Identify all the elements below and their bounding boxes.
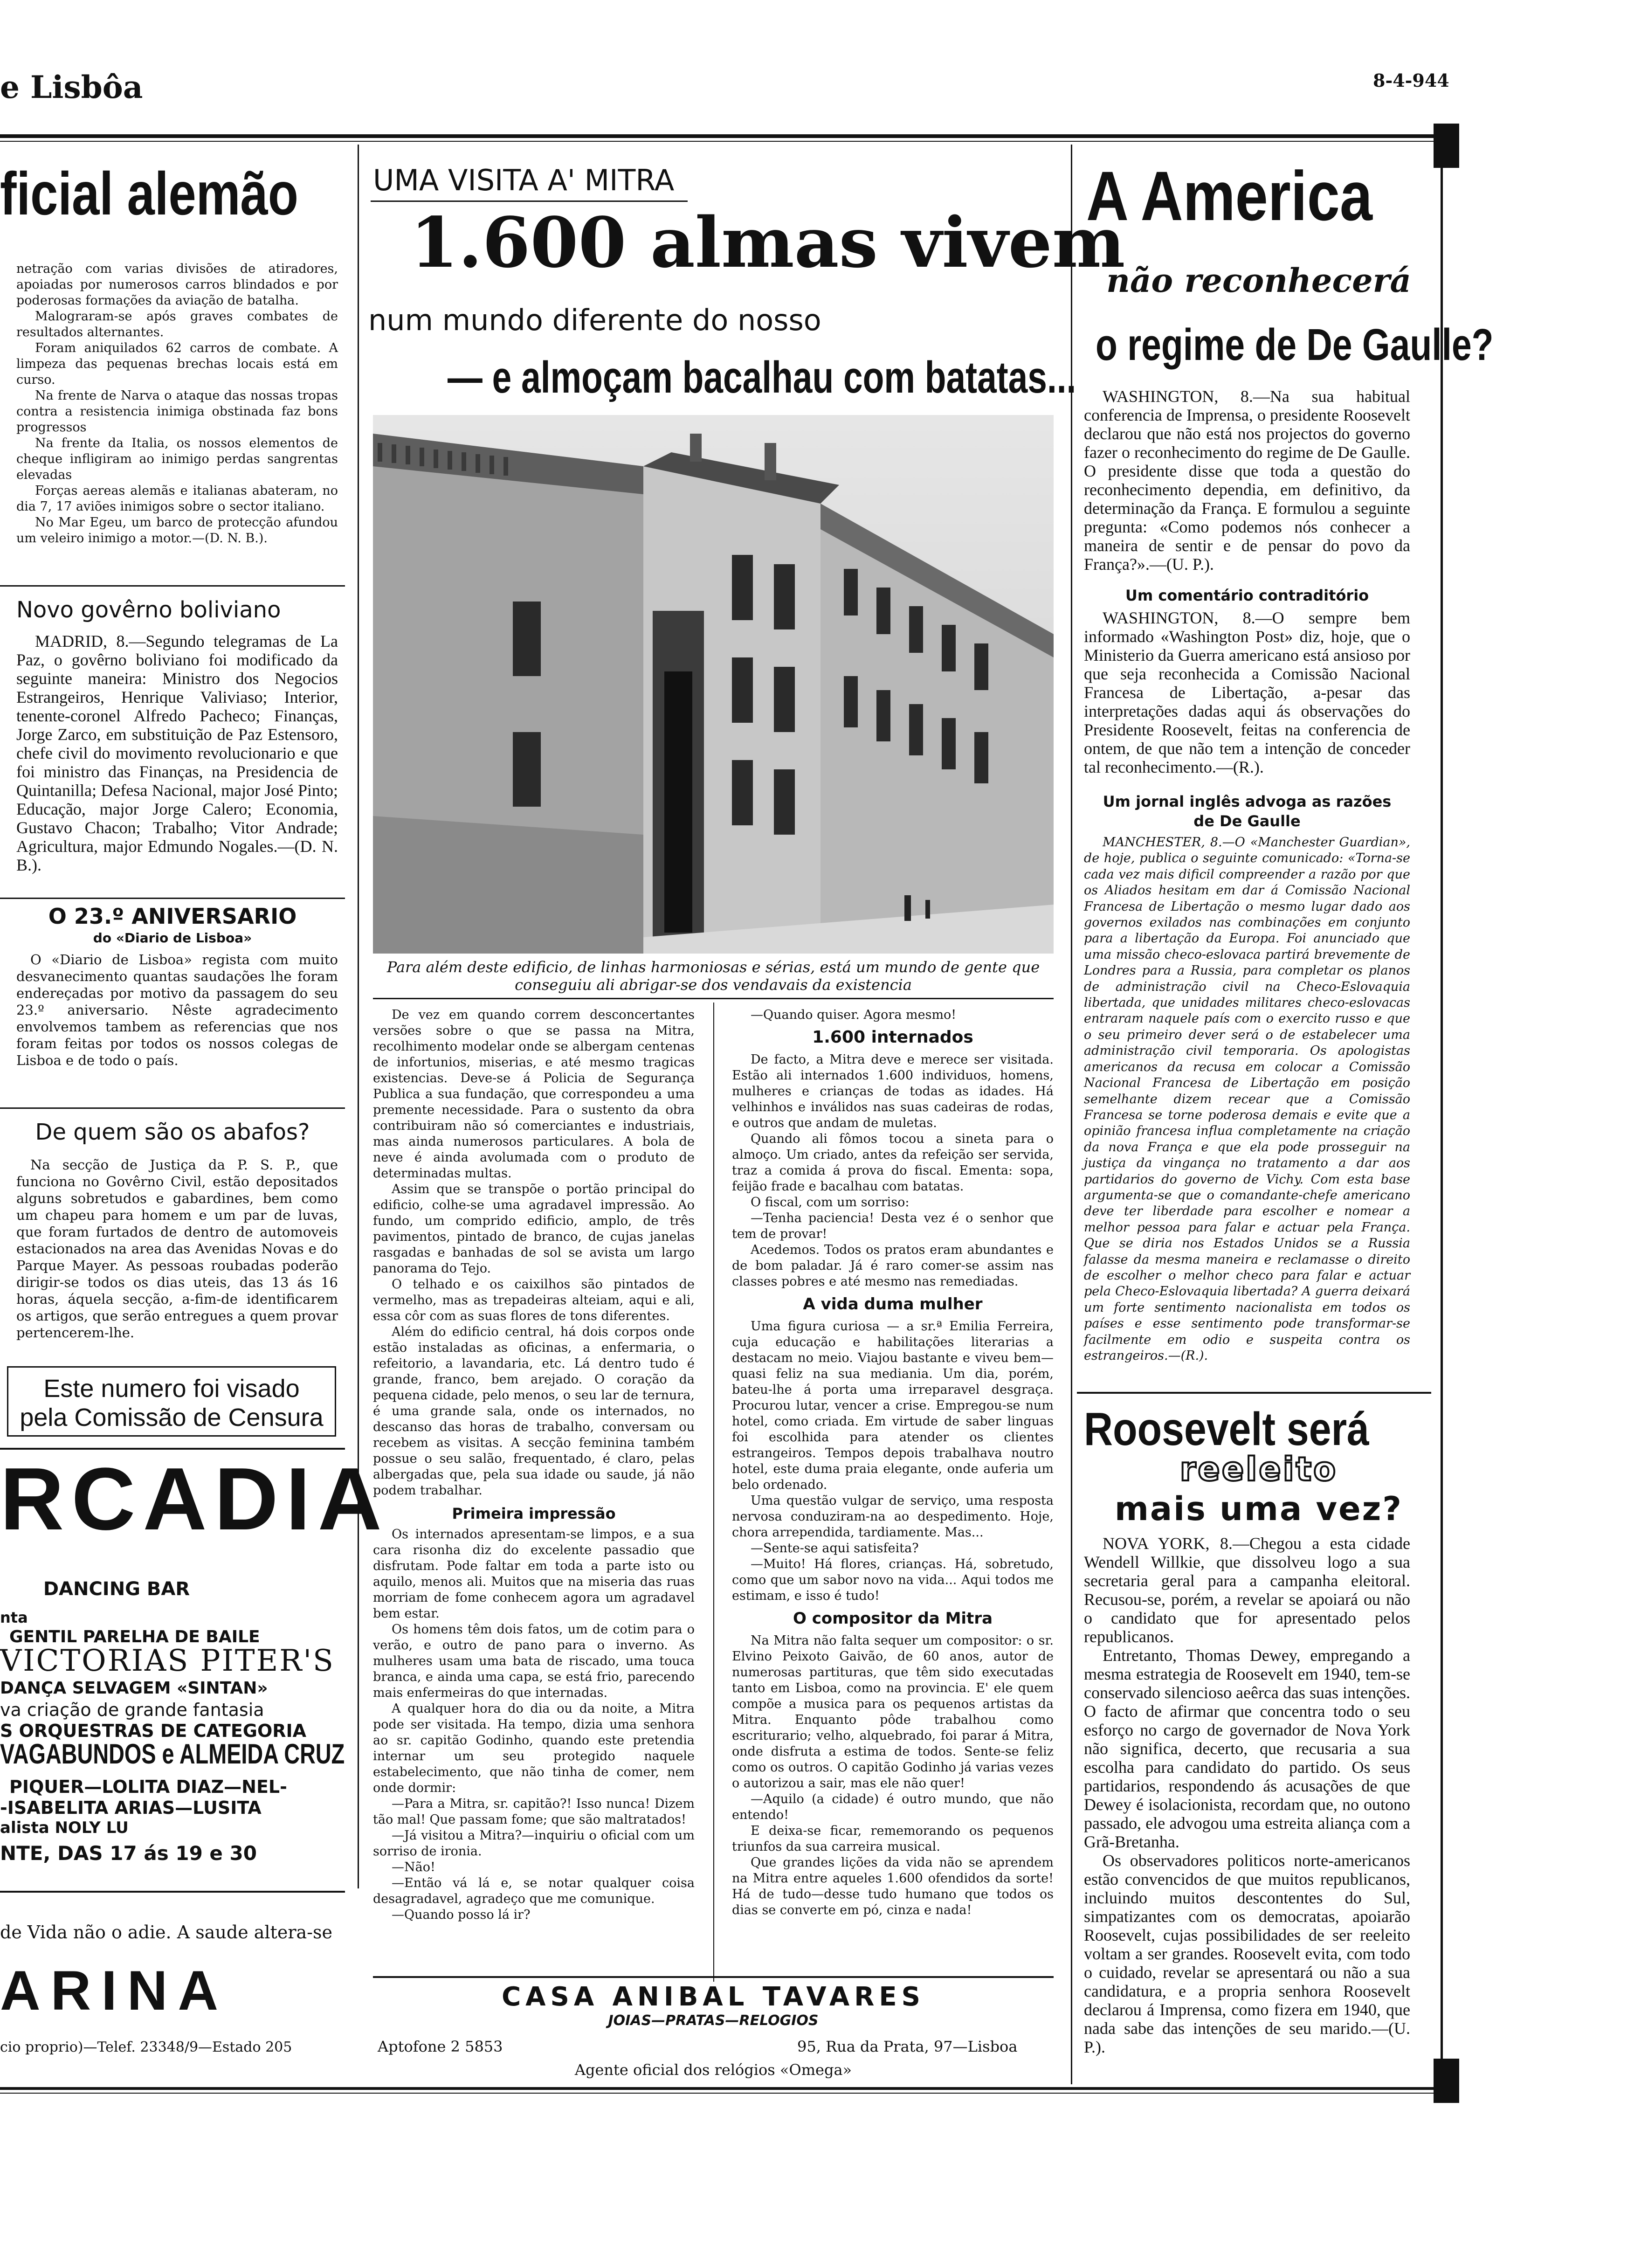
right-deck: não reconhecerá <box>1106 261 1411 300</box>
article-para: O fiscal, com um sorriso: <box>751 1195 910 1210</box>
article-para: Além do edificio central, há dois corpos onde estão instaladas as oficinas, a enfermaria, o refeitorio, a lavandaria, etc. Lá dentro tudo é grande, franco, bem arejado. O coração da pequena cidade, pelo menos, o seu lar de ternura, é uma grande sala, onde os internados, no descanso das horas de trabalho, conversam ou recebem as visitas. A secção feminina também possue o seu salão, frequentado, é claro, pelas albergadas que, pela sua idade ou saude, já não podem trabalhar. <box>373 1325 695 1498</box>
center-subhead: — e almoçam bacalhau com batatas... <box>448 353 1076 402</box>
arcadia-line: -ISABELITA ARIAS—LUSITA <box>0 1798 262 1818</box>
america-subhead-1: Um comentário contraditório <box>1125 587 1369 604</box>
war-para: Na frente da Italia, os nossos elementos de cheque infligiram ao inimigo perdas sangrentas elevadas <box>16 436 338 482</box>
photo-caption: Para além deste edificio, de linhas harmoniosas e sérias, está um mundo de gente que conseguiu ali abrigar-se dos vendavais da existencia <box>386 958 1040 994</box>
separator <box>0 1891 345 1893</box>
article-para: A qualquer hora do dia ou da noite, a Mitra pode ser visitada. Ha tempo, dizia uma senhora ao sr. capitão Godinho, quando este pretendia internar um seu protegido naquele estabelecimento, que não tinha de comer, nem onde dormir: <box>373 1701 695 1795</box>
center-kicker: UMA VISITA A' MITRA <box>373 163 675 197</box>
masthead-name: e Lisbôa <box>0 69 143 105</box>
column-divider-right <box>1071 145 1072 2084</box>
arcadia-line: GENTIL PARELHA DE BAILE <box>9 1627 260 1646</box>
subheading: O compositor da Mitra <box>793 1609 993 1628</box>
arcadia-line: S ORQUESTRAS DE CATEGORIA <box>0 1721 307 1741</box>
article-para: Assim que se transpõe o portão principal do edificio, colhe-se uma agradavel impressão. Ao fundo, um comprido edificio, amplo, de três pavimentos, pintado de branco, de cujas janelas rasgadas e banhadas de sol se avista um largo panorama do Tejo. <box>373 1182 695 1276</box>
article-para: —Quando posso lá ir? <box>392 1908 531 1922</box>
subheading: Primeira impressão <box>452 1505 616 1522</box>
anniversary-subtitle: do «Diario de Lisboa» <box>93 930 252 946</box>
mitra-building-photo <box>373 415 1054 954</box>
arcadia-line: nta <box>0 1609 28 1626</box>
caption-rule <box>373 998 1054 999</box>
arcadia-ad <box>0 1450 389 1774</box>
tavares-sub: JOIAS—PRATAS—RELOGIOS <box>608 2012 819 2029</box>
roosevelt-headline-1: Roosevelt será <box>1084 1403 1369 1455</box>
article-para: Uma figura curiosa — a sr.ª Emilia Ferreira, cuja educação e habilitações literarias a destacam no meio. Viajou bastante e viveu bem—quasi feliz na sua mediania. Um dia, porém, bateu-lhe á porta uma irreparavel desgraça. Procurou lutar, vencer a crise. Empregou-se num hotel, como criada. Em virtude de saber linguas foi escolhida para atender os clientes estrangeiros. Tempos depois trabalhava noutro hotel, este duma praia elegante, onde auferia um belo ordenado. <box>732 1319 1054 1492</box>
article-para: Na Mitra não falta sequer um compositor: o sr. Elvino Peixoto Gaivão, de 60 anos, autor de numerosas partituras, que têm sido executadas tanto em Lisboa, como na provincia. E' ele quem compõe a musica para os pequenos artistas da Mitra. Enquanto pôde trabalhou como escriturario; velho, alquebrado, foi parar á Mitra, onde disfruta a estima de todos. Sente-se feliz como os outros. O capitão Godinho já varias vezes o autorizou a sair, mas ele não quer! <box>732 1633 1054 1791</box>
arcadia-line: alista NOLY LU <box>0 1819 129 1837</box>
bottom-rule-thin <box>0 2093 1436 2094</box>
center-headline: 1.600 almas vivem <box>410 202 1125 283</box>
separator <box>0 898 345 899</box>
america-subhead-2b: de De Gaulle <box>1193 812 1301 830</box>
left-headline: ficial alemão <box>0 159 298 228</box>
roosevelt-headline-3: mais uma vez? <box>1114 1490 1403 1528</box>
arcadia-sub: DANCING BAR <box>43 1578 190 1600</box>
america-subhead-2: Um jornal inglês advoga as razões <box>1103 793 1392 810</box>
censorship-line2: pela Comissão de Censura <box>20 1404 324 1431</box>
censorship-box <box>7 1366 336 1437</box>
article-para: De facto, a Mitra deve e merece ser visitada. Estão ali internados 1.600 individuos, homens, mulheres e crianças de todas as idades. Há velhinhos e inválidos nas suas cadeiras de rodas, e outros que andam de muletas. <box>732 1052 1054 1130</box>
censorship-line1: Este numero foi visado <box>43 1375 300 1403</box>
right-edge-bar <box>1434 124 1459 168</box>
arcadia-line: DANÇA SELVAGEM «SINTAN» <box>0 1679 268 1698</box>
war-para: Forças aereas alemãs e italianas abateram, no dia 7, 17 aviões inimigos sobre o sector italiano. <box>16 484 338 514</box>
mitra-col2 <box>732 1007 1054 1918</box>
war-para: Foram aniquilados 62 carros de combate. A limpeza das pequenas brechas locais está em curso. <box>16 341 338 387</box>
article-para: —Muito! Há flores, crianças. Há, sobretudo, como que um sabor novo na vida... Aqui todos me estimam, e isso é tudo! <box>732 1557 1054 1603</box>
article-para: —Para a Mitra, sr. capitão?! Isso nunca! Dizem tão mal! Que passam fome; que são maltratados! <box>373 1797 695 1827</box>
arcadia-line: VAGABUNDOS e ALMEIDA CRUZ <box>0 1738 345 1770</box>
war-para: No Mar Egeu, um barco de protecção afundou um veleiro inimigo a motor.—(D. N. B.). <box>16 515 338 546</box>
anniversary-text: O «Diario de Lisboa» regista com muito desvanecimento quantas saudações lhe foram endereçadas por motivo da passagem do seu 23.º aniversario. Nêste agradecimento envolvemos tambem as referencias que nos foram feitas por todos os nossos colegas de Lisboa e de todo o país. <box>16 952 338 1068</box>
arcadia-ad-lower <box>0 1777 345 1898</box>
arcadia-line: va criação de grande fantasia <box>0 1700 264 1720</box>
right-deck-2: o regime de De Gaulle? <box>1096 320 1494 370</box>
anniversary-title: O 23.º ANIVERSARIO <box>48 904 297 929</box>
america-text-1: WASHINGTON, 8.—Na sua habitual conferencia de Imprensa, o presidente Roosevelt declarou que não está nos projectos do governo fazer o reconhecimento do regime de De Gaulle. O presidente disse que toda a questão do reconhecimento dependia, em definitivo, da determinação da França. E formulou a seguinte pregunta: «Como podemos nós conhecer a maneira de sentir e de pensar do povo da França?».—(U. P.). <box>1084 387 1410 574</box>
top-rule <box>0 134 1436 138</box>
war-para: Na frente de Narva o ataque das nossas tropas contra a resistencia inimiga obstinada faz bons progressos <box>16 388 338 435</box>
america-text-3: MANCHESTER, 8.—O «Manchester Guardian», de hoje, publica o seguinte comunicado: «Torna-se cada vez mais dificil compreender a razão por que os Aliados hesitam em dar á Comissão Nacional Francesa de Libertação o mesmo lugar dado aos governos exilados nas combinações em conjunto para a libertação da Europa. Foi anunciado que uma missão checo-eslovaca partirá brevemente de Londres para a Russia, para completar os planos de administração civil na Checo-Eslovaquia libertada, que unidades militares checo-eslovacas entraram naquele país com o exercito russo e que o seu primeiro dever será o de estabelecer uma administração civil temporaria. Os apologistas americanos da recusa em colocar a Comissão Nacional Francesa de Libertação em posição semelhante dizem recear que a Comissão Francesa se torne poderosa demais e evite que a opinião francesa influa completamente na criação da nova França e que ela pode prosseguir na justiça da vingança no tratamento a dar aos partidarios do governo de Vichy. Com esta base argumenta-se que o comandante-chefe americano deve ter liberdade para escolher e nomear a melhor pessoa para falar e actuar pela França. Que se diria nos Estados Unidos se a Russia falasse da mesma maneira e reclamasse o direito de escolher o melhor checo para falar e actuar pela Checo-Eslovaquia libertada? A guerra deixará um forte sentimento nacionalista em todos os países e esse sentimento pode transformar-se facilmente em odio e suspeita contra os estrangeiros.—(R.). <box>1084 835 1410 1363</box>
article-para: Que grandes lições da vida não se aprendem na Mitra entre aqueles 1.600 ofendidos da sorte! Há de tudo—desse tudo humano que todos os dias se converte em pó, cinza e nada! <box>732 1855 1054 1917</box>
roosevelt-para: Os observadores politicos norte-americanos estão convencidos de que muitos republicanos, incluindo muitos descontentes do Sul, simpatizantes com os democratas, apoiarão Roosevelt, cujas possibilidades de ser reeleito voltam a ser grandes. Roosevelt evita, com todo o cuidado, revelar se apresentará ou não a sua candidatura, e a propria senhora Roosevelt declarou á Imprensa, como fizera em 1940, que nada sabe das intenções de seu marido.—(U. P.). <box>1084 1851 1410 2056</box>
center-deck: num mundo diferente do nosso <box>368 303 821 337</box>
separator <box>0 1107 345 1109</box>
tavares-phone: Aptofone 2 5853 <box>378 2038 503 2055</box>
tavares-name: CASA ANIBAL TAVARES <box>502 1982 925 2012</box>
subheading: 1.600 internados <box>812 1028 973 1047</box>
roosevelt-text <box>1084 1534 1410 2056</box>
arcadia-line: PIQUER—LOLITA DIAZ—NEL- <box>9 1777 287 1797</box>
article-para: E deixa-se ficar, rememorando os pequenos triunfos da sua carreira musical. <box>732 1824 1054 1854</box>
right-headline: A America <box>1086 157 1372 235</box>
article-para: Quando ali fômos tocou a sineta para o almoço. Um criado, antes da refeição ser servida, traz a comida á prova do fiscal. Ementa: sopa, feijão frade e bacalhau com batatas. <box>732 1132 1054 1194</box>
roosevelt-para: NOVA YORK, 8.—Chegou a esta cidade Wendell Willkie, que dissolveu logo a sua secretaria geral para a campanha eleitoral. Recusou-se, porém, a revelar se apoiará ou não o candidato que for apresentado pelos republicanos. <box>1084 1534 1410 1646</box>
article-para: —Então vá lá e, se notar qualquer coisa desagradavel, agradeço que me comunique. <box>373 1876 695 1906</box>
column-divider-left <box>358 145 359 1888</box>
marina-bottom: cio proprio)—Telef. 23348/9—Estado 205 <box>0 2039 292 2055</box>
bolivia-text: MADRID, 8.—Segundo telegramas de La Paz, o govêrno boliviano foi modificado da seguinte maneira: Ministro dos Negocios Estrangeiros, Henrique Valiviaso; Interior, tenente-coronel Alfredo Pacheco; Finanças, Jorge Zarco, em substituição de Paz Estensoro, chefe civil do movimento revolucionario e que foi ministro das Finanças, na Presidencia de Quintanilla; Defesa Nacional, major José Pinto; Educação, major Jorge Calero; Economia, Gustavo Chacon; Trabalho; Vitor Andrade; Agricultura, major Edmundo Nogales.—(D. N. B.). <box>16 632 338 874</box>
war-report <box>16 261 338 546</box>
roosevelt-para: Entretanto, Thomas Dewey, empregando a mesma estrategia de Roosevelt em 1940, tem-se conservado silencioso aeêrca das suas intenções. O facto de afirmar que concentra todo o seu esforço no cargo de governador de Nova York não significa, decerto, que recusaria a sua escolha para candidato do partido. Os seus partidarios, respondendo ás acusações de que Dewey é isolacionista, recordam que, no outono passado, ele advogou uma estreita aliança com a Grã-Bretanha. <box>1084 1646 1410 1851</box>
war-para: netração com varias divisões de atiradores, apoiadas por numerosos carros blindados e por poderosas formações da aviação de batalha. <box>16 262 338 308</box>
article-para: Acedemos. Todos os pratos eram abundantes e de bom paladar. Já é raro comer-se assim nas classes pobres e até mesmo nas remediadas. <box>732 1243 1054 1289</box>
article-para: —Sente-se aqui satisfeita? <box>751 1541 919 1556</box>
arcadia-line: NTE, DAS 17 ás 19 e 30 <box>0 1842 257 1865</box>
article-para: —Já visitou a Mitra?—inquiriu o oficial com um sorriso de ironia. <box>373 1828 695 1859</box>
top-rule-thin <box>0 141 1436 142</box>
separator <box>0 585 345 587</box>
abafos-title: De quem são os abafos? <box>35 1119 310 1145</box>
bolivia-title: Novo govêrno boliviano <box>16 597 281 623</box>
war-para: Malograram-se após graves combates de resultados alternantes. <box>16 309 338 339</box>
article-para: Uma questão vulgar de serviço, uma resposta nervosa conduziram-na ao despedimento. Hoje, chora arrependida, tardiamente. Mas... <box>732 1494 1054 1540</box>
article-para: Os internados apresentam-se limpos, e a sua cara risonha diz do excelente passadio que disfrutam. Pode faltar em toda a parte isto ou aquilo, menos ali. Muitos que na miseria das ruas morriam de fome conhecem agora um agradavel bem estar. <box>373 1527 695 1621</box>
bottom-rule <box>0 2087 1436 2090</box>
ad-rule <box>373 1976 1054 1978</box>
arcadia-name: RCADIA <box>0 1450 389 1549</box>
article-para: —Tenha paciencia! Desta vez é o senhor que tem de provar! <box>732 1211 1054 1241</box>
separator <box>1077 1392 1431 1394</box>
right-edge-line <box>1441 168 1443 2089</box>
article-para: —Aquilo (a cidade) é outro mundo, que não entendo! <box>732 1792 1054 1822</box>
masthead-date: 8-4-944 <box>1373 70 1449 91</box>
right-edge-bar-bottom <box>1434 2059 1459 2103</box>
abafos-text: Na secção de Justiça da P. S. P., que funciona no Govêrno Civil, estão depositados alguns sobretudos e gabardines, bem como um chapeu para homem e um par de luvas, que foram furtados de dentro de automoveis estacionados na area das Avenidas Novas e do Parque Mayer. As pessoas roubadas poderão dirigir-se todos os dias uteis, das 13 ás 16 horas, áquela secção, a-fim-de identificarem os artigos, que serão entregues a quem provar pertencerem-lhe. <box>16 1157 338 1341</box>
article-para: —Não! <box>392 1860 435 1874</box>
article-para: De vez em quando correm desconcertantes versões sobre o que se passa na Mitra, recolhimento modelar onde se albergam centenas de infortunios, miserias, e até mesmo tragicas existencias. Deve-se á Policia de Segurança Publica a sua fundação, que correspondeu a uma premente necessidade. Para o sustento da obra contribuiram não só comerciantes e industriais, mas ainda numerosos particulares. A bola de neve é ainda avolumada com o produto de determinadas multas. <box>373 1008 695 1181</box>
article-para: —Quando quiser. Agora mesmo! <box>751 1008 957 1022</box>
arcadia-line: VICTORIAS PITER'S <box>0 1644 335 1678</box>
article-para: Os homens têm dois fatos, um de cotim para o verão, e outro de pano para o inverno. As mulheres usam uma bata de riscado, uma touca branca, e ainda uma capa, se está frio, parecendo mais enfermeiras do que internadas. <box>373 1622 695 1700</box>
marina-top: de Vida não o adie. A saude altera-se <box>0 1922 332 1943</box>
america-text-2: WASHINGTON, 8.—O sempre bem informado «Washington Post» diz, hoje, que o Ministerio da Guerra americano está ansioso por que seja reconhecida a Comissão Nacional Francesa de Libertação, a-pesar das interpretações dadas aqui ás observações do Presidente Roosevelt, feitas na conferencia de ontem, de que não tem a intenção de conceder tal reconhecimento.—(R.). <box>1084 608 1410 776</box>
tavares-agent: Agente oficial dos relógios «Omega» <box>574 2061 852 2079</box>
marina-name: ARINA <box>0 1959 228 2022</box>
tavares-address: 95, Rua da Prata, 97—Lisboa <box>797 2038 1018 2055</box>
roosevelt-headline-2: reeleito <box>1179 1450 1338 1488</box>
center-column-divider <box>713 1003 714 1982</box>
article-para: O telhado e os caixilhos são pintados de vermelho, mas as trepadeiras alteiam, aqui e ali, essa côr com as suas flores de tons diferentes. <box>373 1277 695 1323</box>
subheading: A vida duma mulher <box>803 1295 983 1314</box>
mitra-col1 <box>373 1007 695 1923</box>
